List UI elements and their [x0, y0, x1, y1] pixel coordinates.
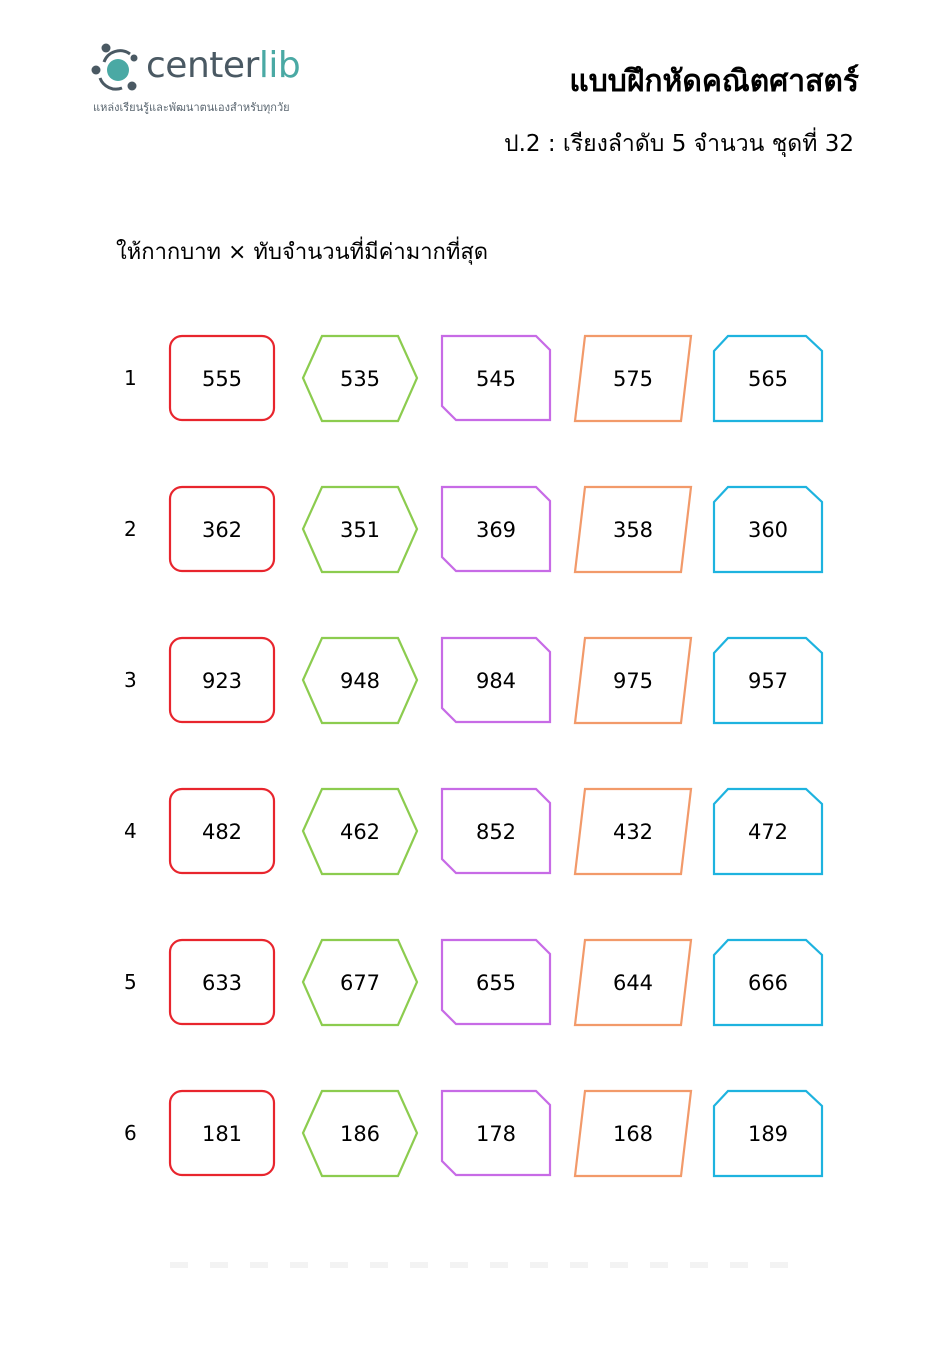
snipped-top-box[interactable]	[712, 787, 824, 877]
rounded-rect-box[interactable]	[168, 636, 276, 726]
faint-footer-mark	[170, 1262, 790, 1268]
number-value: 472	[747, 820, 789, 844]
parallelogram-box[interactable]	[573, 938, 693, 1028]
snipped-top-box[interactable]	[712, 938, 824, 1028]
number-value: 358	[612, 518, 654, 542]
number-value: 360	[747, 518, 789, 542]
number-value: 189	[747, 1122, 789, 1146]
number-value: 852	[475, 820, 517, 844]
worksheet-subtitle: ป.2 : เรียงลำดับ 5 จำนวน ชุดที่ 32	[504, 131, 854, 157]
rounded-rect-box[interactable]	[168, 787, 276, 877]
exercise-row	[0, 334, 951, 424]
snipped-top-box[interactable]	[712, 334, 824, 424]
exercise-row	[0, 938, 951, 1028]
row-number: 2	[124, 517, 137, 541]
hexagon-box[interactable]	[300, 334, 420, 424]
snipped-top-box[interactable]	[712, 485, 824, 575]
number-value: 351	[339, 518, 381, 542]
row-number: 1	[124, 366, 137, 390]
number-value: 575	[612, 367, 654, 391]
exercise-row	[0, 636, 951, 726]
cut-corner-box[interactable]	[440, 485, 552, 575]
number-value: 975	[612, 669, 654, 693]
hexagon-box[interactable]	[300, 787, 420, 877]
cut-corner-box[interactable]	[440, 938, 552, 1028]
logo-molecule-icon	[90, 40, 150, 100]
number-value: 923	[201, 669, 243, 693]
rounded-rect-box[interactable]	[168, 334, 276, 424]
exercise-row	[0, 787, 951, 877]
number-value: 666	[747, 971, 789, 995]
parallelogram-box[interactable]	[573, 1089, 693, 1179]
number-value: 555	[201, 367, 243, 391]
cut-corner-box[interactable]	[440, 1089, 552, 1179]
parallelogram-box[interactable]	[573, 334, 693, 424]
number-value: 633	[201, 971, 243, 995]
rounded-rect-box[interactable]	[168, 485, 276, 575]
rounded-rect-box[interactable]	[168, 938, 276, 1028]
parallelogram-box[interactable]	[573, 787, 693, 877]
cut-corner-box[interactable]	[440, 787, 552, 877]
instruction-text: ให้กากบาท × ทับจำนวนที่มีค่ามากที่สุด	[116, 240, 489, 265]
number-value: 462	[339, 820, 381, 844]
number-value: 181	[201, 1122, 243, 1146]
row-number: 6	[124, 1121, 137, 1145]
logo-wordmark: centerlib	[146, 45, 301, 86]
number-value: 369	[475, 518, 517, 542]
number-value: 535	[339, 367, 381, 391]
worksheet-title: แบบฝึกหัดคณิตศาสตร์	[569, 64, 859, 99]
number-value: 545	[475, 367, 517, 391]
row-number: 4	[124, 819, 137, 843]
number-value: 984	[475, 669, 517, 693]
parallelogram-box[interactable]	[573, 485, 693, 575]
exercise-row	[0, 485, 951, 575]
number-value: 948	[339, 669, 381, 693]
hexagon-box[interactable]	[300, 636, 420, 726]
cut-corner-box[interactable]	[440, 334, 552, 424]
exercise-row	[0, 1089, 951, 1179]
number-value: 565	[747, 367, 789, 391]
number-value: 482	[201, 820, 243, 844]
number-value: 957	[747, 669, 789, 693]
number-value: 432	[612, 820, 654, 844]
number-value: 644	[612, 971, 654, 995]
number-value: 362	[201, 518, 243, 542]
hexagon-box[interactable]	[300, 485, 420, 575]
logo-tagline: แหล่งเรียนรู้และพัฒนาตนเองสำหรับทุกวัย	[93, 101, 290, 114]
number-value: 677	[339, 971, 381, 995]
rounded-rect-box[interactable]	[168, 1089, 276, 1179]
number-value: 168	[612, 1122, 654, 1146]
snipped-top-box[interactable]	[712, 1089, 824, 1179]
parallelogram-box[interactable]	[573, 636, 693, 726]
number-value: 186	[339, 1122, 381, 1146]
snipped-top-box[interactable]	[712, 636, 824, 726]
number-value: 655	[475, 971, 517, 995]
hexagon-box[interactable]	[300, 1089, 420, 1179]
cut-corner-box[interactable]	[440, 636, 552, 726]
row-number: 3	[124, 668, 137, 692]
row-number: 5	[124, 970, 137, 994]
hexagon-box[interactable]	[300, 938, 420, 1028]
centerlib-logo	[90, 40, 340, 115]
number-value: 178	[475, 1122, 517, 1146]
